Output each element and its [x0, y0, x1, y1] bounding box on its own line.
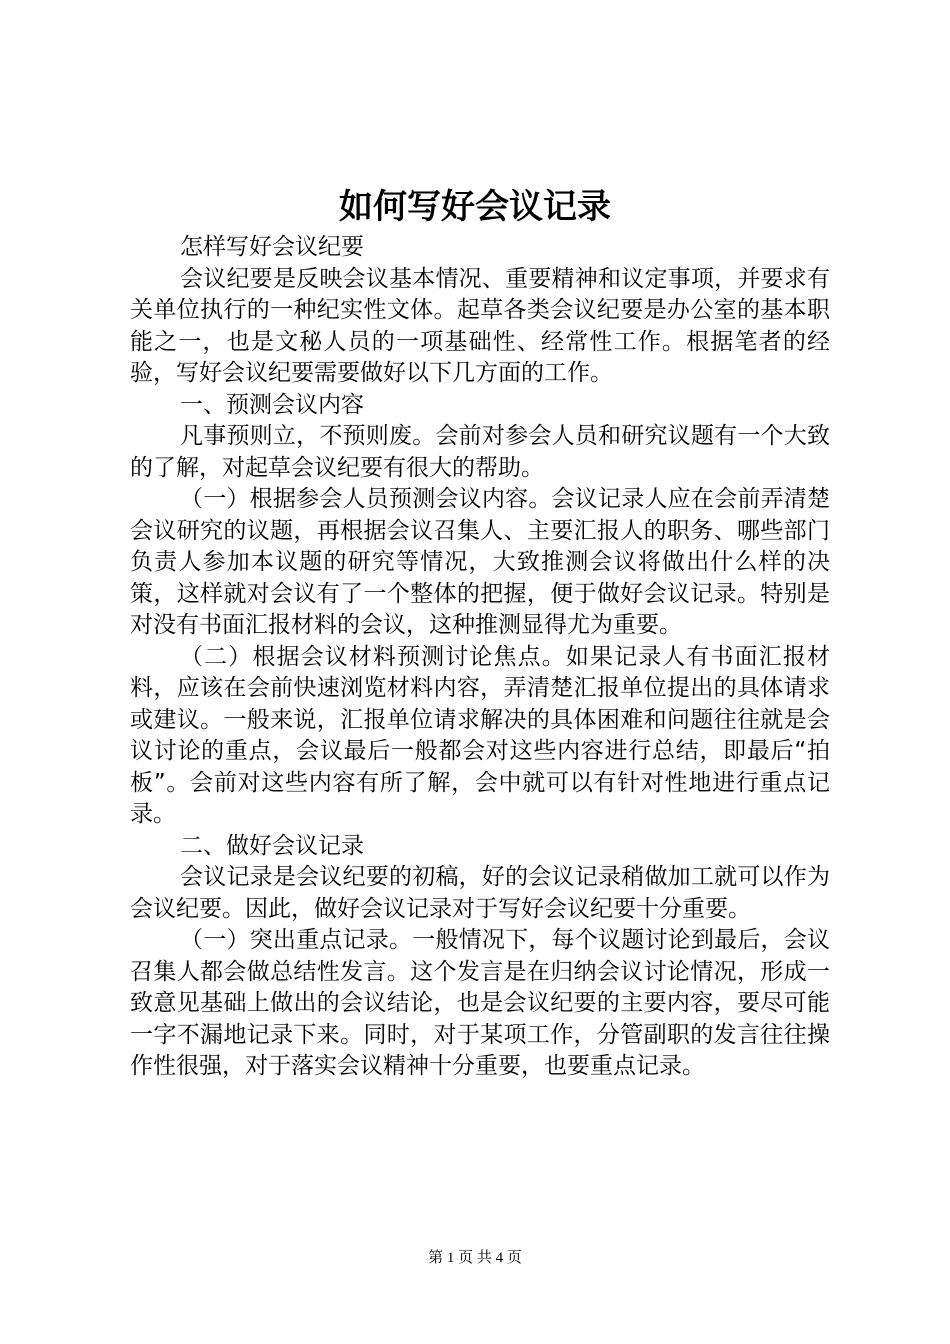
paragraph: 怎样写好会议纪要	[180, 234, 364, 260]
section-heading: 二、做好会议记录	[180, 832, 364, 859]
paragraph: 会议纪要是反映会议基本情况、重要精神和议定事项，并要求有关单位执行的一种纪实性文体。起草各类会议纪要是办公室的基本职能之一，也是文秘人员的一项基础性、经常性工作。根据笔者的经验，写好会议纪要需要做好以下几方面的工作。	[130, 265, 830, 386]
paragraph: （二）根据会议材料预测讨论焦点。如果记录人有书面汇报材料，应该在会前快速浏览材料内容，弄清楚汇报单位提出的具体请求或建议。一般来说，汇报单位请求解决的具体困难和问题往往就是会议讨论的重点，会议最后一般都会对这些内容进行总结，即最后“拍板”。会前对这些内容有所了解，会中就可以有针对性地进行重点记录。	[130, 643, 830, 827]
document-body	[130, 232, 830, 1083]
paragraph: （一）根据参会人员预测会议内容。会议记录人应在会前弄清楚会议研究的议题，再根据会议召集人、主要汇报人的职务、哪些部门负责人参加本议题的研究等情况，大致推测会议将做出什么样的决策，这样就对会议有了一个整体的把握，便于做好会议记录。特别是对没有书面汇报材料的会议，这种推测显得尤为重要。	[130, 486, 830, 638]
paragraph: 会议记录是会议纪要的初稿，好的会议记录稍做加工就可以作为会议纪要。因此，做好会议记录对于写好会议纪要十分重要。	[130, 864, 830, 922]
section-heading: 一、预测会议内容	[180, 391, 364, 418]
paragraph: （一）突出重点记录。一般情况下，每个议题讨论到最后，会议召集人都会做总结性发言。这个发言是在归纳会议讨论情况，形成一致意见基础上做出的会议结论，也是会议纪要的主要内容，要尽可能一字不漏地记录下来。同时，对于某项工作，分管副职的发言往往操作性很强，对于落实会议精神十分重要，也要重点记录。	[130, 927, 830, 1079]
page-footer: 第 1 页 共 4 页	[428, 1250, 522, 1266]
document-title: 如何写好会议记录	[339, 187, 611, 227]
paragraph: 凡事预则立，不预则废。会前对参会人员和研究议题有一个大致的了解，对起草会议纪要有很大的帮助。	[130, 423, 830, 481]
